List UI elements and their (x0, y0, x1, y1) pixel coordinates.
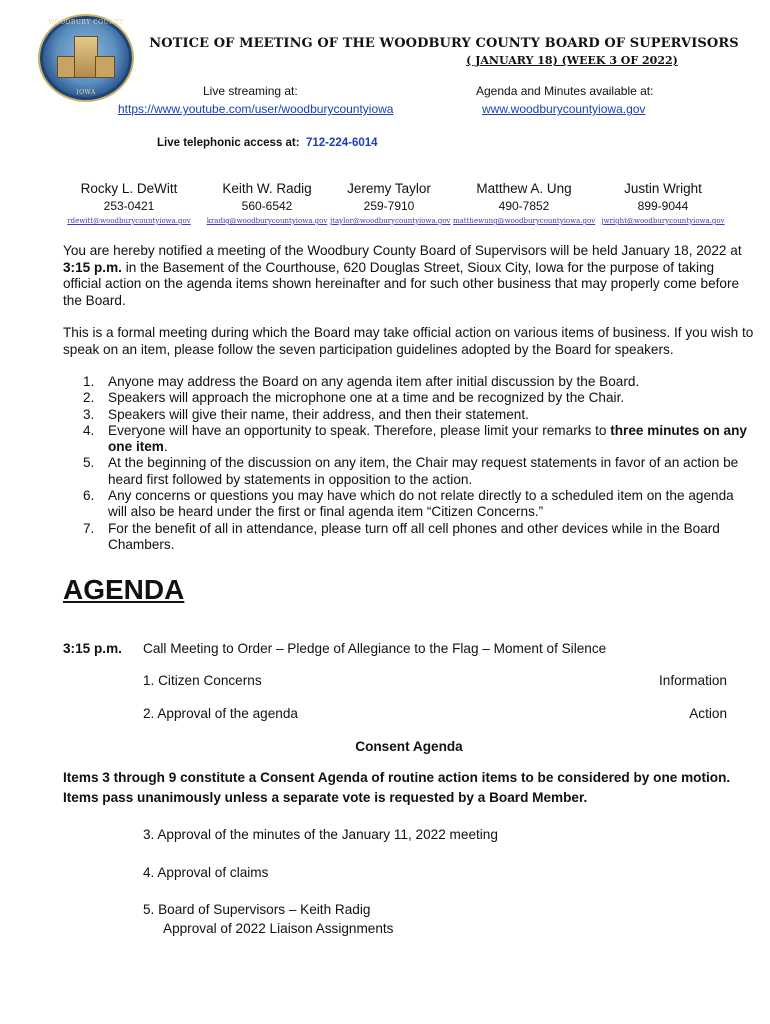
list-item: 2. Speakers will approach the microphone one at a time and be recognized by the Chair. (83, 390, 625, 406)
list-item: 4. Everyone will have an opportunity to speak. Therefore, please limit your remarks to three minutes on any one item. (83, 422, 747, 455)
list-item: 5. At the beginning of the discussion on any item, the Chair may request statements in favor of an action be heard first followed by statements in opposition to the action. (83, 455, 739, 487)
telephonic-label: Live telephonic access at (157, 137, 296, 149)
streaming-link[interactable]: https://www.youtube.com/user/woodburycountyiowa (118, 102, 394, 116)
telephonic-number[interactable]: 712-224-6014 (305, 137, 378, 149)
seal-building-wing (95, 56, 115, 78)
formal-meeting-paragraph: This is a formal meeting during which the Board may take official action on various items of business. If you wish to speak on an item, please follow the seven participation guidelines adopted by the Board for speakers. (63, 325, 754, 357)
consent-agenda-description: Items 3 through 9 constitute a Consent Agenda of routine action items to be considered by one motion. Items pass unanimously unless a separate vote is requested by a Board Member. (63, 770, 731, 805)
streaming-label: Live streaming at: (203, 84, 298, 98)
notice-text: You are hereby notified a meeting of the Woodbury County Board of Supervisors will be held January 18, 2022 at (63, 243, 742, 258)
member-card (203, 181, 331, 225)
member-email[interactable]: rdewitt@woodburycountyiowa.gov (67, 217, 191, 225)
member-email[interactable]: matthewung@woodburycountyiowa.gov (453, 217, 596, 225)
member-phone: 490-7852 (498, 199, 550, 213)
member-phone: 560-6542 (241, 199, 293, 213)
member-name: Matthew A. Ung (476, 181, 572, 196)
consent-item-label: 3. Approval of the minutes of the January 11, 2022 meeting (143, 827, 498, 842)
member-name: Jeremy Taylor (347, 181, 431, 196)
consent-item-label: 4. Approval of claims (143, 865, 269, 880)
agenda-item-label: 2. Approval of the agenda (143, 706, 298, 721)
list-item: 6. Any concerns or questions you may have which do not relate directly to a scheduled item on the agenda will also be heard under the first or final agenda item “Citizen Concerns.” (83, 488, 734, 520)
telephonic-separator: : (295, 137, 300, 149)
agenda-minutes-link[interactable]: www.woodburycountyiowa.gov (482, 102, 646, 116)
agenda-item-label: 1. Citizen Concerns (143, 673, 262, 688)
seal-text-bottom: IOWA (76, 89, 96, 96)
page-title: NOTICE OF MEETING OF THE WOODBURY COUNTY BOARD OF SUPERVISORS (149, 36, 739, 51)
member-phone: 899-9044 (637, 199, 689, 213)
notice-text: in the Basement of the Courthouse, 620 Douglas Street, Sioux City, Iowa for the purpose of taking official action on the agenda items shown hereinafter and for such other business that may properly come before the Board. (63, 259, 740, 308)
member-name: Keith W. Radig (222, 181, 312, 196)
notice-time: 3:15 p.m. (63, 259, 122, 275)
member-email[interactable]: kradig@woodburycountyiowa.gov (206, 217, 328, 225)
member-email[interactable]: jwright@woodburycountyiowa.gov (601, 217, 725, 225)
speaker-guidelines (63, 374, 755, 553)
member-card (453, 181, 595, 225)
agenda-time: 3:15 p.m. (63, 641, 122, 656)
member-card (598, 181, 728, 225)
telephonic-access (157, 137, 378, 149)
agenda-item-type: Information (658, 673, 727, 688)
member-card (330, 181, 451, 225)
seal-text-top: WOODBURY COUNTY (48, 19, 124, 26)
consent-item-label: 5. Board of Supervisors – Keith Radig (143, 902, 371, 917)
county-seal (38, 14, 134, 102)
consent-agenda-heading: Consent Agenda (355, 739, 463, 754)
member-name: Rocky L. DeWitt (80, 181, 178, 196)
consent-item-sub: Approval of 2022 Liaison Assignments (163, 921, 394, 936)
agenda-opening: Call Meeting to Order – Pledge of Allegiance to the Flag – Moment of Silence (143, 641, 607, 656)
member-phone: 253-0421 (103, 199, 155, 213)
notice-paragraph (63, 243, 755, 309)
agenda-item-type: Action (689, 706, 727, 721)
member-name: Justin Wright (624, 181, 702, 196)
member-phone: 259-7910 (363, 199, 415, 213)
list-item: 7. For the benefit of all in attendance, please turn off all cell phones and other devices while in the Board Chambers. (83, 520, 720, 552)
agenda-minutes-label: Agenda and Minutes available at: (476, 84, 654, 98)
agenda-heading: AGENDA (63, 574, 185, 605)
member-email[interactable]: jtaylor@woodburycountyiowa.gov (330, 217, 451, 225)
page-subtitle: ( JANUARY 18) (WEEK 3 OF 2022) (466, 54, 678, 67)
list-item: 1. Anyone may address the Board on any agenda item after initial discussion by the Board. (83, 374, 640, 389)
list-item: 3. Speakers will give their name, their address, and then their statement. (83, 406, 529, 422)
member-card (62, 181, 196, 225)
